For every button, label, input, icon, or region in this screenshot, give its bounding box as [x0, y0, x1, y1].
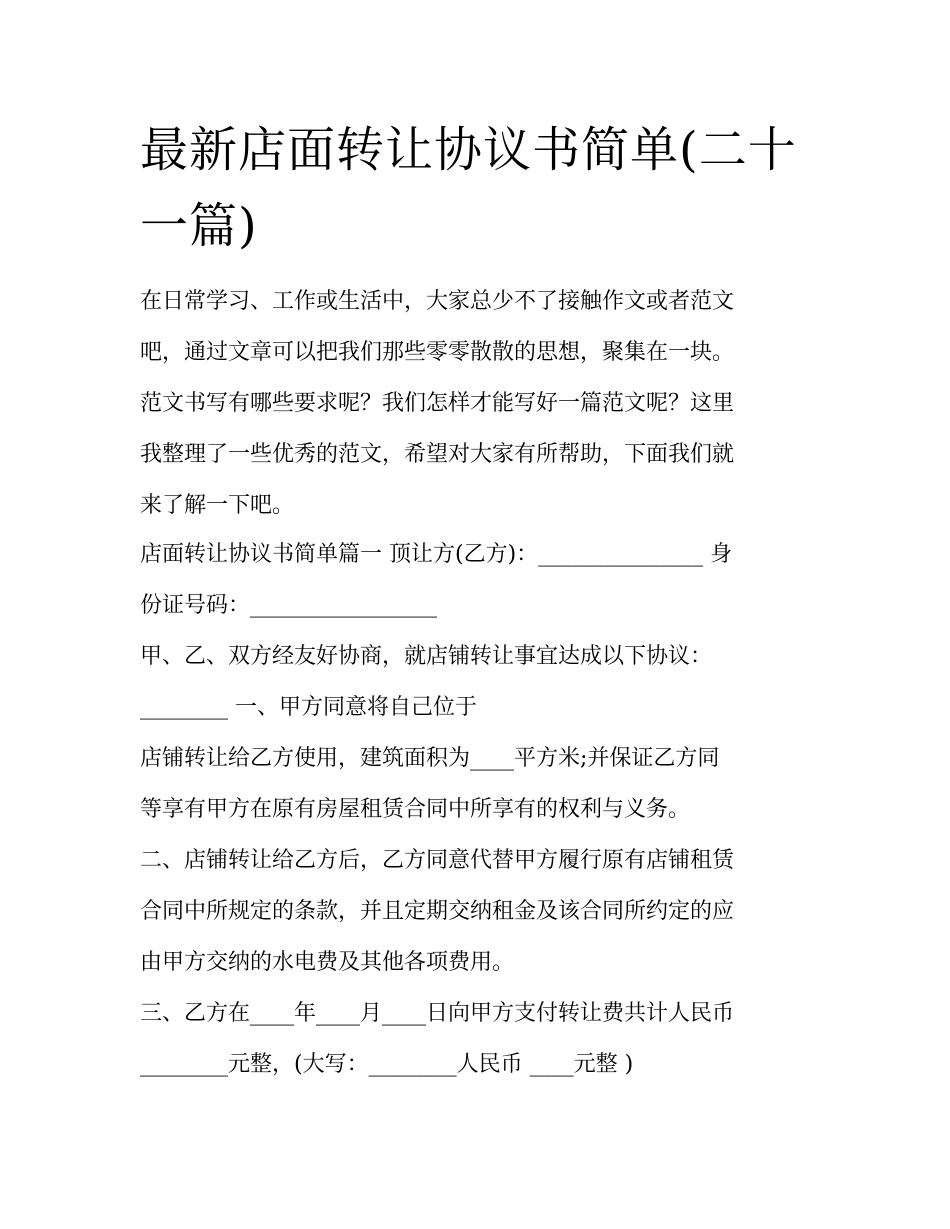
- text-line: 甲、乙、双方经友好协商，就店铺转让事宜达成以下协议：: [140, 644, 713, 669]
- agreement-body: [140, 529, 820, 1090]
- text-line: 二、店铺转让给乙方后，乙方同意代替甲方履行原有店铺租赁: [140, 848, 735, 873]
- text-line: 来了解一下吧。: [140, 493, 295, 518]
- text-line: 范文书写有哪些要求呢？我们怎样才能写好一篇范文呢？这里: [140, 391, 735, 416]
- text-line: 合同中所规定的条款，并且定期交纳租金及该合同所约定的应: [140, 899, 735, 924]
- title-line: 最新店面转让协议书简单(二十: [140, 122, 797, 178]
- text-line: 份证号码：_________________: [140, 593, 438, 618]
- text-line: ________元整，(大写：________人民币 ____元整 ): [140, 1052, 634, 1077]
- text-line: 店铺转让给乙方使用，建筑面积为____平方米;并保证乙方同: [140, 746, 720, 771]
- text-line: 吧，通过文章可以把我们那些零零散散的思想，聚集在一块。: [140, 340, 735, 365]
- text-line: 等享有甲方在原有房屋租赁合同中所享有的权利与义务。: [140, 797, 691, 822]
- text-line: 三、乙方在____年____月____日向甲方支付转让费共计人民币: [140, 1001, 735, 1026]
- title-line: 一篇): [140, 198, 258, 254]
- text-line: ________ 一、甲方同意将自己位于: [140, 695, 477, 720]
- intro-paragraph: [140, 276, 820, 531]
- document-title: [140, 112, 820, 264]
- text-line: 在日常学习、工作或生活中，大家总少不了接触作文或者范文: [140, 289, 735, 314]
- text-line: 由甲方交纳的水电费及其他各项费用。: [140, 950, 515, 975]
- text-line: 我整理了一些优秀的范文，希望对大家有所帮助，下面我们就: [140, 442, 735, 467]
- text-line: 店面转让协议书简单篇一 顶让方(乙方)：_______________ 身: [140, 542, 733, 567]
